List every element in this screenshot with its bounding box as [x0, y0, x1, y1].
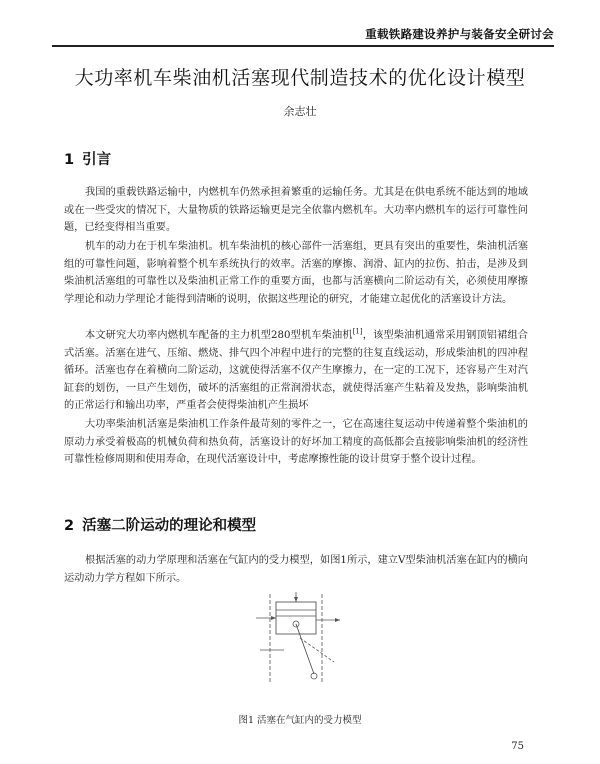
arrowhead: [271, 616, 276, 620]
paragraph-3-part-b: ，该型柴油机通常采用钢顶铝裙组合式活塞。活塞在进气、压缩、燃烧、排气四个冲程中进行的完整的往复直线运动，形成柴油机的四冲程循环。活塞也存在着横向二阶运动，这就使得活塞不仅产生摩擦力，在一定的工况下，还容易产生对汽缸套的划伤，一旦产生划伤，破坏的活塞组的正常润滑状态，就使得活塞产生粘着及发热，影响柴油机的正常运行和输出功率，严重者会使得柴油机产生损坏: [64, 330, 528, 412]
section-title: 引言: [82, 152, 112, 168]
paragraph-2: 机车的动力在于机车柴油机。机车柴油机的核心部件一活塞组，更具有突出的重要性，柴油机活塞组的可靠性问题，影响着整个机车系统执行的效率。活塞的摩擦、润滑、缸内的拉伤、拍击，是涉及到柴油机活塞组的可靠性以及柴油机正常工作的重要方面，也都与活塞横向二阶运动有关，必须使用摩擦学理论和动力学理论才能得到清晰的说明，依据这些理论的研究，才能建立起优化的活塞设计方法。: [64, 241, 528, 305]
reference-mark: [1]: [352, 327, 363, 336]
paragraph-3: [64, 327, 528, 415]
paragraph-1: 我国的重载铁路运输中，内燃机车仍然承担着繁重的运输任务。尤其是在供电系统不能达到的地域或在一些受灾的情况下，大量物质的铁路运输更是完全依靠内燃机车。大功率内燃机车的运行可靠性问题，已经变得相当重要。: [64, 187, 528, 234]
author: 余志壮: [283, 105, 317, 118]
header-rule: [52, 45, 554, 47]
header-text: 重载铁路建设养护与装备安全研讨会: [365, 27, 554, 41]
figure-caption: 图1 活塞在气缸内的受力模型: [238, 715, 362, 726]
running-header: [0, 26, 600, 46]
section-1-heading: [64, 148, 111, 169]
paragraph-5: 根据活塞的动力学原理和活塞在气缸内的受力模型，如图1所示，建立V型柴油机活塞在缸内的横向运动动力学方程如下所示。: [64, 555, 528, 584]
piston-body: [276, 602, 316, 634]
section-number: 1: [64, 152, 75, 168]
piston-force-diagram: [240, 590, 370, 696]
section-number: 2: [64, 518, 75, 534]
paper-title: 大功率机车柴油机活塞现代制造技术的优化设计模型: [74, 67, 526, 89]
paragraph-4: 大功率柴油机活塞是柴油机工作条件最苛刻的零件之一，它在高速往复运动中传递着整个柴油机的原动力承受着极高的机械负荷和热负荷，活塞设计的好坏加工精度的高低都会直接影响柴油机的经济性可靠性检修周期和使用寿命，在现代活塞设计中，考虑摩擦性能的设计贯穿于整个设计过程。: [64, 419, 528, 466]
arrowhead: [335, 618, 340, 622]
paragraph-3-part-a: 本文研究大功率内燃机车配备的主力机型280型机车柴油机: [85, 330, 353, 341]
section-title: 活塞二阶运动的理论和模型: [82, 518, 257, 534]
connecting-rod: [296, 624, 314, 674]
page-number: 75: [511, 741, 524, 752]
arrowhead: [294, 597, 298, 602]
section-2-heading: [64, 514, 256, 535]
